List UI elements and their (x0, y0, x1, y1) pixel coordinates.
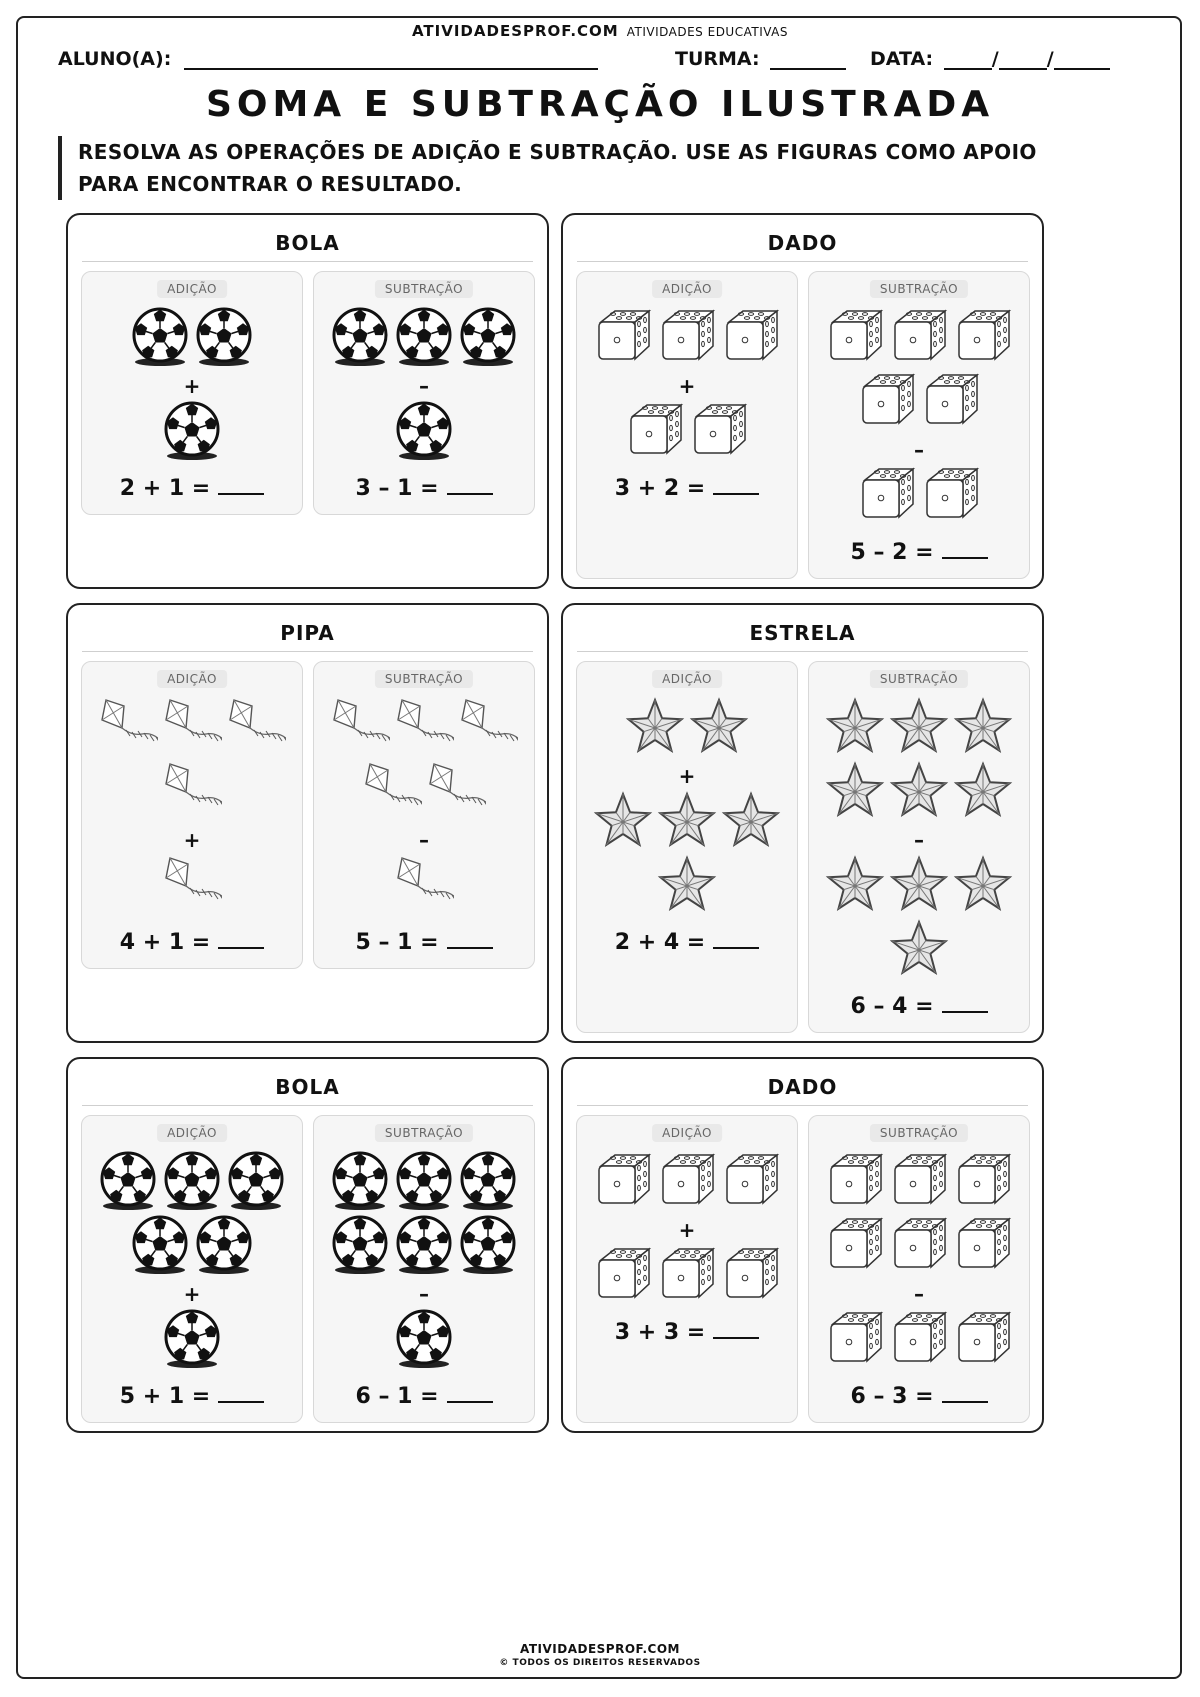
subtraction-panel (808, 271, 1030, 579)
data-sep: / (991, 48, 999, 70)
subtraction-panel (313, 271, 535, 515)
turma-label: TURMA: (675, 48, 760, 70)
equation (82, 475, 302, 501)
data-year-line[interactable] (1054, 48, 1110, 70)
card-title: ESTRELA (577, 615, 1028, 652)
icon-group-top (82, 306, 302, 370)
subtraction-panel (313, 661, 535, 969)
equation-text: 4 + 1 = (119, 930, 211, 955)
answer-blank[interactable] (942, 1383, 988, 1403)
die-icon (657, 306, 717, 366)
die-icon (921, 370, 981, 430)
ball-icon (130, 306, 190, 366)
kite-icon (330, 696, 390, 756)
icon-group-bottom (82, 1308, 302, 1372)
answer-blank[interactable] (447, 929, 493, 949)
ball-icon (194, 1214, 254, 1274)
subtraction-badge: SUBTRAÇÃO (870, 1124, 968, 1142)
die-icon (825, 1214, 885, 1274)
equation-text: 2 + 4 = (614, 930, 706, 955)
icon-group-bottom (314, 400, 534, 464)
ball-icon (130, 1214, 190, 1274)
ball-icon (98, 1150, 158, 1210)
die-icon (889, 1214, 949, 1274)
icon-group-bottom (314, 1308, 534, 1372)
die-icon (825, 1150, 885, 1210)
instructions (58, 136, 1138, 200)
ball-icon (330, 306, 390, 366)
site-header (0, 22, 1200, 40)
ball-icon (394, 1308, 454, 1368)
star-icon (889, 854, 949, 914)
equation-text: 6 – 3 = (850, 1384, 934, 1409)
card-title: BOLA (82, 225, 533, 262)
icon-group-bottom (314, 854, 534, 918)
student-fields (58, 48, 1152, 78)
subtraction-panel (808, 661, 1030, 1033)
die-icon (657, 1150, 717, 1210)
die-icon (889, 1150, 949, 1210)
addition-panel (81, 661, 303, 969)
star-icon (825, 854, 885, 914)
ball-icon (394, 306, 454, 366)
die-icon (953, 1150, 1013, 1210)
ball-icon (458, 1214, 518, 1274)
subtraction-badge: SUBTRAÇÃO (375, 280, 473, 298)
addition-panel (81, 271, 303, 515)
star-icon (625, 696, 685, 756)
star-icon (889, 760, 949, 820)
icon-group-bottom (577, 790, 797, 918)
answer-blank[interactable] (218, 929, 264, 949)
equation-text: 5 – 1 = (355, 930, 439, 955)
turma-field[interactable] (675, 48, 846, 70)
data-field[interactable] (870, 48, 1110, 70)
die-icon (857, 464, 917, 524)
icon-group-bottom (577, 400, 797, 464)
ball-icon (458, 1150, 518, 1210)
icon-group-bottom (809, 1308, 1029, 1372)
answer-blank[interactable] (447, 475, 493, 495)
aluno-field[interactable] (58, 48, 598, 70)
equation (82, 1383, 302, 1409)
equation-text: 6 – 1 = (355, 1384, 439, 1409)
card-title: DADO (577, 225, 1028, 262)
icon-group-top (314, 1150, 534, 1278)
die-icon (593, 1150, 653, 1210)
answer-blank[interactable] (218, 475, 264, 495)
kite-icon (426, 760, 486, 820)
addition-panel (81, 1115, 303, 1423)
answer-blank[interactable] (942, 539, 988, 559)
equation-text: 2 + 1 = (119, 476, 211, 501)
plus-sign: + (678, 764, 696, 788)
card-title: BOLA (82, 1069, 533, 1106)
die-icon (721, 306, 781, 366)
data-day-line[interactable] (944, 48, 992, 70)
aluno-label: ALUNO(A): (58, 48, 172, 70)
icon-group-top (314, 696, 534, 824)
answer-blank[interactable] (447, 1383, 493, 1403)
addition-badge: ADIÇÃO (157, 280, 227, 298)
data-month-line[interactable] (999, 48, 1047, 70)
card-title: DADO (577, 1069, 1028, 1106)
addition-badge: ADIÇÃO (652, 280, 722, 298)
kite-icon (162, 760, 222, 820)
die-icon (953, 1214, 1013, 1274)
star-icon (825, 696, 885, 756)
equation (314, 475, 534, 501)
minus-sign: – (419, 828, 429, 852)
addition-badge: ADIÇÃO (652, 670, 722, 688)
page-title: SOMA E SUBTRAÇÃO ILUSTRADA (205, 84, 995, 125)
die-icon (721, 1244, 781, 1304)
addition-panel (576, 271, 798, 579)
star-icon (657, 854, 717, 914)
card-title: PIPA (82, 615, 533, 652)
star-icon (953, 696, 1013, 756)
addition-badge: ADIÇÃO (157, 1124, 227, 1142)
minus-sign: – (914, 828, 924, 852)
icon-group-top (82, 1150, 302, 1278)
exercise-card (561, 1057, 1044, 1433)
plus-sign: + (678, 1218, 696, 1242)
minus-sign: – (914, 1282, 924, 1306)
data-sep: / (1046, 48, 1054, 70)
equation-text: 6 – 4 = (850, 994, 934, 1019)
equation (314, 929, 534, 955)
subtraction-panel (313, 1115, 535, 1423)
kite-icon (162, 854, 222, 914)
icon-group-bottom (809, 464, 1029, 528)
icon-group-bottom (82, 400, 302, 464)
plus-sign: + (183, 374, 201, 398)
icon-group-top (577, 696, 797, 760)
kite-icon (458, 696, 518, 756)
icon-group-top (809, 306, 1029, 434)
ball-icon (226, 1150, 286, 1210)
data-label: DATA: (870, 48, 934, 70)
kite-icon (394, 854, 454, 914)
addition-badge: ADIÇÃO (652, 1124, 722, 1142)
star-icon (889, 918, 949, 978)
ball-icon (394, 400, 454, 460)
equation (82, 929, 302, 955)
turma-line[interactable] (770, 48, 846, 70)
die-icon (721, 1150, 781, 1210)
die-icon (625, 400, 685, 460)
subtraction-badge: SUBTRAÇÃO (870, 280, 968, 298)
die-icon (953, 306, 1013, 366)
addition-badge: ADIÇÃO (157, 670, 227, 688)
equation-text: 5 – 2 = (850, 540, 934, 565)
plus-sign: + (183, 1282, 201, 1306)
exercise-card (66, 603, 549, 1043)
star-icon (721, 790, 781, 850)
die-icon (593, 306, 653, 366)
addition-panel (576, 661, 798, 1033)
star-icon (657, 790, 717, 850)
equation (577, 929, 797, 955)
instruction-line: RESOLVA AS OPERAÇÕES DE ADIÇÃO E SUBTRAÇÃO. USE AS FIGURAS COMO APOIO (78, 140, 1037, 164)
equation (314, 1383, 534, 1409)
kite-icon (394, 696, 454, 756)
equation (809, 993, 1029, 1019)
kite-icon (98, 696, 158, 756)
answer-blank[interactable] (713, 475, 759, 495)
instruction-line: PARA ENCONTRAR O RESULTADO. (78, 172, 463, 196)
die-icon (889, 1308, 949, 1368)
equation (577, 475, 797, 501)
kite-icon (226, 696, 286, 756)
minus-sign: – (419, 374, 429, 398)
answer-blank[interactable] (713, 1319, 759, 1339)
subtraction-badge: SUBTRAÇÃO (375, 670, 473, 688)
kite-icon (162, 696, 222, 756)
die-icon (953, 1308, 1013, 1368)
plus-sign: + (183, 828, 201, 852)
die-icon (825, 306, 885, 366)
icon-group-top (577, 1150, 797, 1214)
die-icon (889, 306, 949, 366)
subtraction-badge: SUBTRAÇÃO (375, 1124, 473, 1142)
star-icon (689, 696, 749, 756)
equation-text: 3 + 3 = (614, 1320, 706, 1345)
addition-panel (576, 1115, 798, 1423)
star-icon (953, 760, 1013, 820)
ball-icon (330, 1150, 390, 1210)
exercise-card (66, 1057, 549, 1433)
exercise-card (66, 213, 549, 589)
die-icon (857, 370, 917, 430)
ball-icon (162, 400, 222, 460)
subtraction-badge: SUBTRAÇÃO (870, 670, 968, 688)
icon-group-top (809, 696, 1029, 824)
answer-blank[interactable] (942, 993, 988, 1013)
equation-text: 3 + 2 = (614, 476, 706, 501)
ball-icon (162, 1308, 222, 1368)
ball-icon (394, 1214, 454, 1274)
icon-group-bottom (82, 854, 302, 918)
equation (577, 1319, 797, 1345)
star-icon (593, 790, 653, 850)
equation (809, 539, 1029, 565)
aluno-line[interactable] (184, 48, 598, 70)
minus-sign: – (914, 438, 924, 462)
ball-icon (194, 306, 254, 366)
icon-group-top (809, 1150, 1029, 1278)
die-icon (657, 1244, 717, 1304)
equation-text: 3 – 1 = (355, 476, 439, 501)
icon-group-top (577, 306, 797, 370)
equation-text: 5 + 1 = (119, 1384, 211, 1409)
site-name: ATIVIDADESPROF.COM (411, 22, 619, 40)
footer-rights: © TODOS OS DIREITOS RESERVADOS (499, 1658, 701, 1668)
plus-sign: + (678, 374, 696, 398)
ball-icon (458, 306, 518, 366)
icon-group-top (82, 696, 302, 824)
icon-group-top (314, 306, 534, 370)
ball-icon (394, 1150, 454, 1210)
kite-icon (362, 760, 422, 820)
site-subtitle: ATIVIDADES EDUCATIVAS (626, 25, 789, 39)
ball-icon (330, 1214, 390, 1274)
die-icon (689, 400, 749, 460)
icon-group-bottom (577, 1244, 797, 1308)
star-icon (953, 854, 1013, 914)
exercise-card (561, 603, 1044, 1043)
equation (809, 1383, 1029, 1409)
exercise-card (561, 213, 1044, 589)
star-icon (825, 760, 885, 820)
footer-site: ATIVIDADESPROF.COM (520, 1642, 680, 1656)
star-icon (889, 696, 949, 756)
answer-blank[interactable] (713, 929, 759, 949)
footer (0, 1642, 1200, 1668)
ball-icon (162, 1150, 222, 1210)
die-icon (921, 464, 981, 524)
die-icon (825, 1308, 885, 1368)
answer-blank[interactable] (218, 1383, 264, 1403)
subtraction-panel (808, 1115, 1030, 1423)
minus-sign: – (419, 1282, 429, 1306)
die-icon (593, 1244, 653, 1304)
icon-group-bottom (809, 854, 1029, 982)
